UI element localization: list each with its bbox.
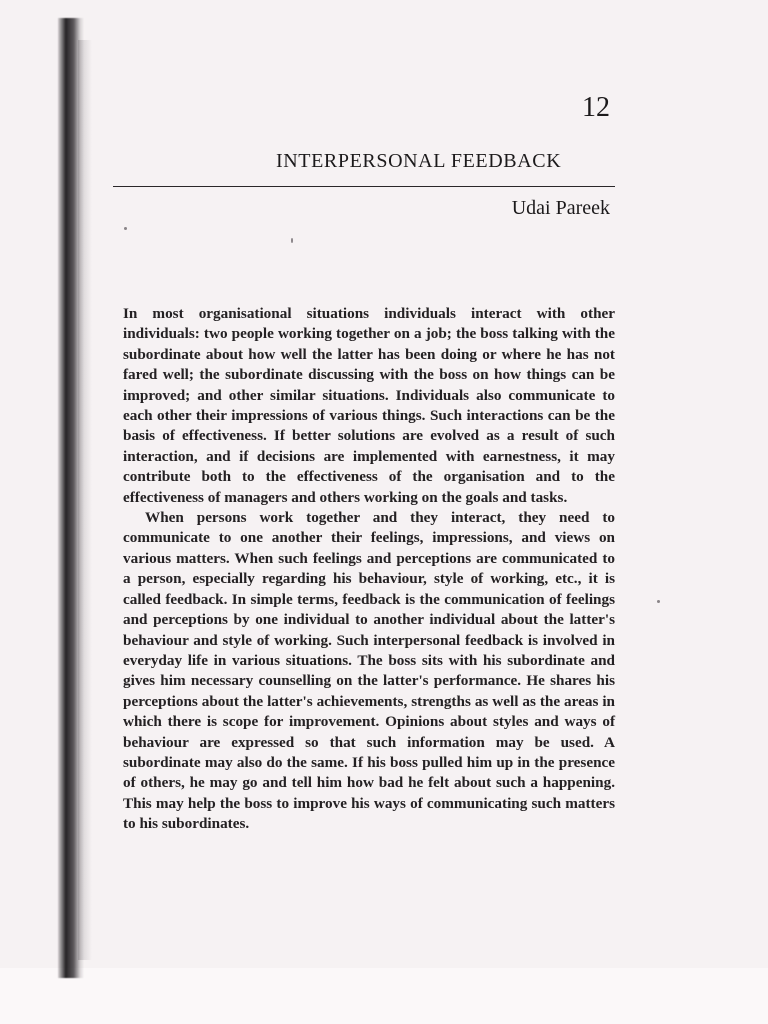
body-paragraph: When persons work together and they interact, they need to communicate to one another their feelings, impressions, and views on various matters. When such feelings and perceptions are communicated to a person, especially regarding his behaviour, style of working, etc., it is called feedback. In simple terms, feedback is the communication of feelings and perceptions by one individual to another individual about the latter's behaviour and style of working. Such interpersonal feedback is involved in everyday life in various situations. The boss sits with his subordinate and gives him necessary counselling on the latter's performance. He shares his perceptions about the latter's achievements, strengths as well as the areas in which there is scope for improvement. Opinions about styles and ways of behaviour are expressed so that such information may be used. A subordinate may also do the same. If his boss pulled him up in the presence of others, he may go and tell him how bad he felt about such a happening. This may help the boss to improve his ways of communicating such matters to his subordinates.: [123, 509, 615, 833]
chapter-body: [123, 304, 615, 835]
scan-speck: [657, 600, 660, 603]
page-bottom-margin: [0, 968, 768, 1024]
author-name: Udai Pareek: [511, 197, 610, 219]
scan-speck: [291, 238, 293, 243]
chapter-number: 12: [582, 92, 610, 123]
body-paragraph: In most organisational situations individuals interact with other individuals: two people working together on a job; the boss talking with the subordinate about how well the latter has been doing or where he has not fared well; the subordinate discussing with the boss on how things can be improved; and other similar situations. Individuals also communicate to each other their impressions of various things. Such interactions can be the basis of effectiveness. If better solutions are evolved as a result of such interaction, and if decisions are implemented with earnestness, it may contribute both to the effectiveness of the organisation and to the effectiveness of managers and others working on the goals and tasks.: [123, 305, 615, 506]
scan-speck: [124, 227, 127, 230]
title-divider: [113, 186, 615, 187]
binding-shadow-fade: [78, 40, 92, 960]
chapter-title: INTERPERSONAL FEEDBACK: [276, 150, 562, 172]
